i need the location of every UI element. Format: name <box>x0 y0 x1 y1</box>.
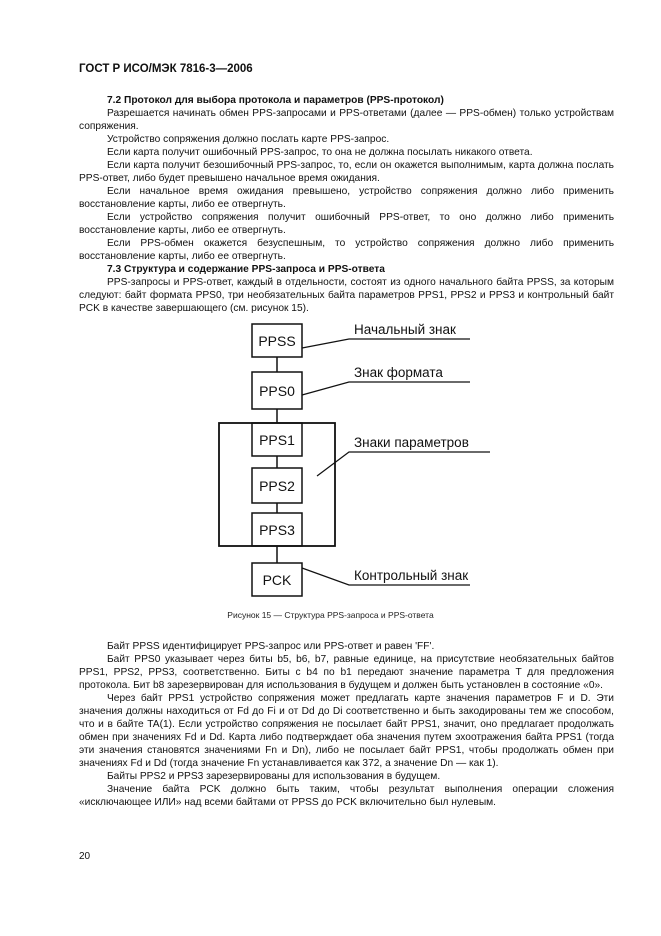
paragraph: Байт PPSS идентифицирует PPS-запрос или PPS-ответ и равен 'FF'. <box>107 641 435 652</box>
label-param-chars: Знаки параметров <box>354 435 469 450</box>
label-format-char: Знак формата <box>354 365 443 380</box>
paragraph: Разрешается начинать обмен PPS-запросами и PPS-ответами (далее — PPS-обмен) только устройствам сопряжения. <box>79 108 614 132</box>
box-label-pps0: PPS0 <box>259 383 295 399</box>
paragraph: PPS-запросы и PPS-ответ, каждый в отдельности, состоят из одного начального байта PPSS, за которым следуют: байт формата PPS0, три необязательных байта параметров PPS1, PPS2 и PPS3 и контрольный байт PCK в качестве завершающего (см. рисунок 15). <box>79 277 614 314</box>
page-number: 20 <box>79 851 91 862</box>
box-label-pck: PCK <box>262 572 292 588</box>
box-label-pps3: PPS3 <box>259 522 295 538</box>
section-heading-7-2: 7.2 Протокол для выбора протокола и параметров (PPS-протокол) <box>107 95 444 106</box>
paragraph: Если PPS-обмен окажется безуспешным, то устройство сопряжения должно либо применить восстановление карты, либо ее отвергнуть. <box>79 238 614 262</box>
paragraph: Значение байта PCK должно быть таким, чтобы результат выполнения операции сложения «исключающее ИЛИ» над всеми байтами от PPSS до PCK включительно был нулевым. <box>79 784 614 808</box>
paragraph: Через байт PPS1 устройство сопряжения может предлагать карте значения параметров F и D. Эти значения должны находиться от Fd до Fi и от Dd до Di соответственно и быть закодированы тем же способом, что и в байте TA(1). Если устройство сопряжения не посылает байт PPS1, значит, оно предлагает продолжать обмен при значениях Fd и Dd. Карта либо подтверждает оба значения путем эхоотражения байта PPS1 (тогда эти значения становятся значениями Fn и Dn), либо не посылает байт PPS1, чтобы продолжать обмен при значениях Fd и Dd (тогда значение Fn устанавливается как 372, а значение Dn — как 1). <box>79 693 614 769</box>
paragraph: Устройство сопряжения должно послать карте PPS-запрос. <box>107 134 390 145</box>
paragraph: Байт PPS0 указывает через биты b5, b6, b7, равные единице, на присутствие необязательных байтов PPS1, PPS2, PPS3, соответственно. Биты с b4 по b1 передают значение параметра T для предложения протокола. Бит b8 зарезервирован для использования в будущем и должен быть установлен в состояние «0». <box>79 654 614 691</box>
pps-structure-diagram <box>0 310 661 605</box>
figure-caption: Рисунок 15 — Структура PPS-запроса и PPS-ответа <box>227 610 434 620</box>
paragraph: Байты PPS2 и PPS3 зарезервированы для использования в будущем. <box>107 771 441 782</box>
box-label-pps1: PPS1 <box>259 432 295 448</box>
top-section <box>79 94 614 315</box>
bottom-section <box>79 640 614 809</box>
label-check-char: Контрольный знак <box>354 568 469 583</box>
section-heading-7-3: 7.3 Структура и содержание PPS-запроса и PPS-ответа <box>107 264 385 275</box>
paragraph: Если устройство сопряжения получит ошибочный PPS-ответ, то оно должно либо применить восстановление карты, либо ее отвергнуть. <box>79 212 614 236</box>
paragraph: Если карта получит безошибочный PPS-запрос, то, если он окажется выполнимым, карта должна послать PPS-ответ, либо будет превышено начальное время ожидания. <box>79 160 614 184</box>
document-header: ГОСТ Р ИСО/МЭК 7816-3—2006 <box>79 63 253 75</box>
label-start-char: Начальный знак <box>354 322 456 337</box>
box-label-ppss: PPSS <box>258 333 296 349</box>
paragraph: Если начальное время ожидания превышено, устройство сопряжения должно либо применить восстановление карты, либо ее отвергнуть. <box>79 186 614 210</box>
paragraph: Если карта получит ошибочный PPS-запрос, то она не должна посылать никакого ответа. <box>107 147 533 158</box>
box-label-pps2: PPS2 <box>259 478 295 494</box>
